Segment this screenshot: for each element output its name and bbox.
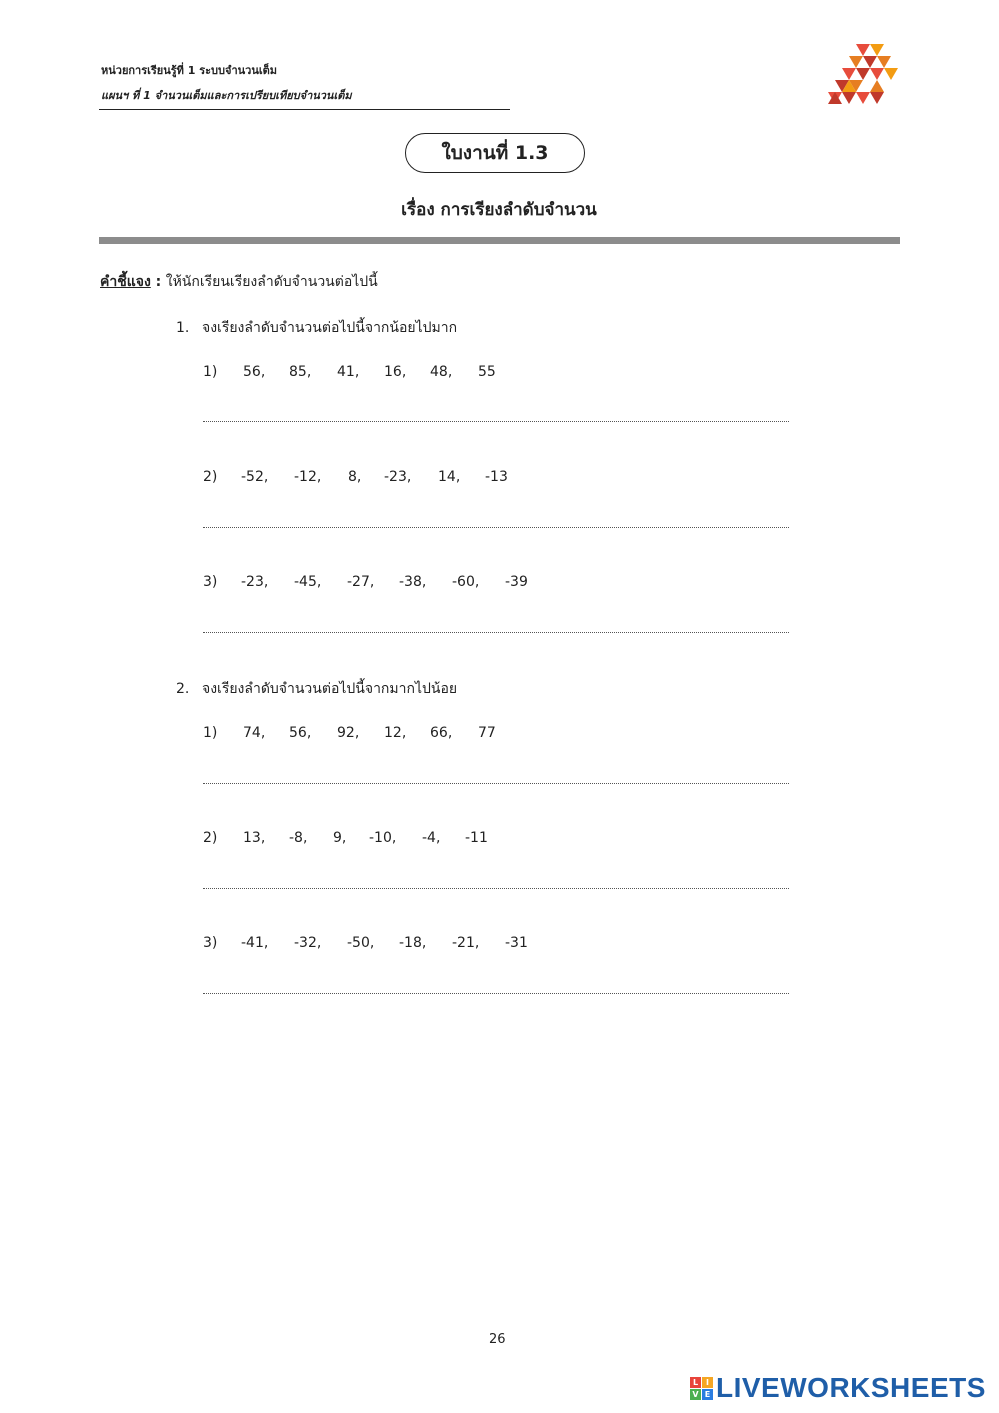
item-value: -13 [485, 469, 508, 485]
header-divider [99, 109, 510, 110]
item-value: -12, [294, 469, 322, 485]
school-logo-icon [826, 38, 900, 112]
answer-line-2-2[interactable] [203, 886, 789, 889]
item-value: 77 [478, 725, 496, 741]
page-number: 26 [489, 1332, 506, 1347]
question-1 [176, 317, 457, 339]
instruction [100, 271, 378, 293]
item-value: -18, [399, 935, 427, 951]
question-text: จงเรียงลำดับจำนวนต่อไปนี้จากน้อยไปมาก [202, 320, 458, 336]
item-value: 55 [478, 364, 496, 380]
item-value: 14, [438, 469, 461, 485]
instruction-colon: : [150, 274, 162, 290]
item-label: 1) [203, 364, 218, 380]
instruction-label: คำชี้แจง [100, 274, 151, 290]
answer-line-2-3[interactable] [203, 991, 789, 994]
header-unit: หน่วยการเรียนรู้ที่ 1 ระบบจำนวนเต็ม [101, 64, 278, 77]
header-plan: แผนฯ ที่ 1 จำนวนเต็มและการเปรียบเทียบจำนวนเต็ม [101, 89, 352, 102]
worksheet-title-text: ใบงานที่ 1.3 [441, 142, 549, 164]
item-value: -60, [452, 574, 480, 590]
question-number: 2. [176, 681, 190, 697]
item-value: 8, [348, 469, 362, 485]
answer-line-2-1[interactable] [203, 781, 789, 784]
item-value: -27, [347, 574, 375, 590]
item-value: 9, [333, 830, 347, 846]
item-value: 85, [289, 364, 312, 380]
brand-grid-cell: L [690, 1377, 701, 1388]
item-value: -32, [294, 935, 322, 951]
item-label: 2) [203, 469, 218, 485]
item-value: -21, [452, 935, 480, 951]
item-value: -41, [241, 935, 269, 951]
item-value: 56, [243, 364, 266, 380]
question-text: จงเรียงลำดับจำนวนต่อไปนี้จากมากไปน้อย [202, 681, 458, 697]
item-value: -45, [294, 574, 322, 590]
item-value: 74, [243, 725, 266, 741]
answer-line-1-1[interactable] [203, 419, 789, 422]
item-value: 66, [430, 725, 453, 741]
item-value: -4, [422, 830, 441, 846]
question-number: 1. [176, 320, 190, 336]
item-value: 41, [337, 364, 360, 380]
worksheet-subtitle: เรื่อง การเรียงลำดับจำนวน [401, 200, 597, 220]
item-value: 92, [337, 725, 360, 741]
item-value: -52, [241, 469, 269, 485]
brand-name: LIVEWORKSHEETS [716, 1372, 986, 1403]
question-2 [176, 678, 457, 700]
answer-line-1-3[interactable] [203, 630, 789, 633]
item-value: 16, [384, 364, 407, 380]
item-value: -23, [241, 574, 269, 590]
answer-line-1-2[interactable] [203, 525, 789, 528]
item-value: -39 [505, 574, 528, 590]
instruction-text: ให้นักเรียนเรียงลำดับจำนวนต่อไปนี้ [161, 274, 378, 290]
item-label: 3) [203, 574, 218, 590]
item-value: 13, [243, 830, 266, 846]
item-value: -50, [347, 935, 375, 951]
item-value: 12, [384, 725, 407, 741]
item-value: 48, [430, 364, 453, 380]
worksheet-title [405, 133, 585, 173]
item-label: 2) [203, 830, 218, 846]
brand-grid-cell: I [702, 1377, 713, 1388]
item-value: -10, [369, 830, 397, 846]
item-label: 3) [203, 935, 218, 951]
brand-grid-cell: V [690, 1389, 701, 1400]
item-value: 56, [289, 725, 312, 741]
item-value: -38, [399, 574, 427, 590]
title-rule [99, 237, 900, 244]
item-value: -31 [505, 935, 528, 951]
brand-grid-cell: E [702, 1389, 713, 1400]
liveworksheets-brand[interactable] [690, 1373, 986, 1403]
brand-grid-icon [690, 1377, 713, 1400]
item-value: -11 [465, 830, 488, 846]
item-value: -8, [289, 830, 308, 846]
item-label: 1) [203, 725, 218, 741]
item-value: -23, [384, 469, 412, 485]
